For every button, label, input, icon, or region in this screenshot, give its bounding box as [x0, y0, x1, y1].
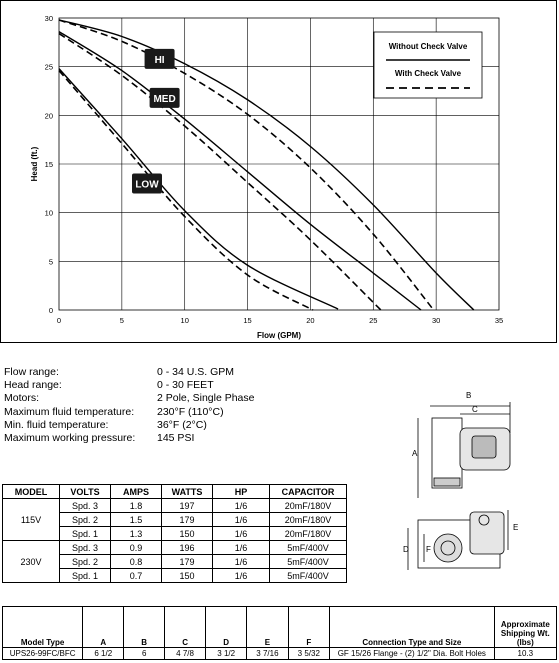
elec-header-cell: WATTS	[162, 485, 213, 499]
spec-row	[4, 366, 254, 379]
spec-value: 0 - 30 FEET	[157, 379, 214, 392]
elec-header-cell: HP	[213, 485, 270, 499]
elec-cell: Spd. 1	[60, 569, 111, 583]
elec-cell: 5mF/400V	[270, 569, 347, 583]
dims-header-cell: C	[165, 607, 206, 648]
dims-cell: 3 7/16	[247, 648, 288, 660]
spec-row	[4, 419, 254, 432]
spec-value: 145 PSI	[157, 432, 195, 445]
elec-cell: Spd. 2	[60, 555, 111, 569]
dims-header-cell: Connection Type and Size	[329, 607, 494, 648]
dims-cell: 6	[124, 648, 165, 660]
dims-header-cell: Approximate Shipping Wt. (lbs)	[494, 607, 556, 648]
x-tick-label: 15	[243, 316, 252, 325]
elec-cell: Spd. 3	[60, 541, 111, 555]
x-tick-label: 35	[494, 316, 504, 325]
spec-value: 2 Pole, Single Phase	[157, 392, 255, 405]
elec-cell: 1/6	[213, 541, 270, 555]
speed-label-med: MED	[153, 93, 176, 105]
elec-cell: 0.7	[111, 569, 162, 583]
x-tick-label: 10	[180, 316, 189, 325]
y-tick-label: 0	[48, 306, 53, 315]
y-tick-label: 25	[44, 62, 53, 72]
x-tick-label: 5	[119, 316, 124, 325]
spec-value: 0 - 34 U.S. GPM	[157, 366, 235, 378]
label-c: C	[472, 405, 478, 414]
elec-cell: 179	[162, 513, 213, 527]
pump-drawing-svg	[400, 388, 558, 588]
elec-volts-group: 230V	[3, 541, 60, 583]
dims-header-cell: E	[247, 607, 288, 648]
spec-row	[4, 392, 254, 405]
dims-header-cell: A	[83, 607, 124, 648]
dims-cell: 3 5/32	[288, 648, 329, 660]
series-low-dashed	[59, 71, 313, 310]
elec-header-cell: AMPS	[111, 485, 162, 499]
dims-header-cell: F	[288, 607, 329, 648]
y-tick-label: 30	[44, 14, 53, 23]
elec-cell: 5mF/400V	[270, 541, 347, 555]
spec-value: 230°F (110°C)	[157, 405, 224, 418]
spec-row	[4, 406, 254, 419]
elec-cell: 1/6	[213, 555, 270, 569]
spec-row	[4, 432, 254, 445]
elec-row	[3, 499, 347, 513]
pump-body-side	[432, 418, 462, 488]
x-tick-label: 20	[306, 316, 315, 325]
x-axis-label: Flow (GPM)	[257, 331, 301, 340]
dims-header-cell: B	[124, 607, 165, 648]
elec-cell: 197	[162, 499, 213, 513]
x-tick-label: 0	[56, 316, 62, 325]
dims-cell: 3 1/2	[206, 648, 247, 660]
elec-cell: Spd. 2	[60, 513, 111, 527]
elec-cell: 1/6	[213, 527, 270, 541]
elec-cell: 150	[162, 527, 213, 541]
spec-label: Min. fluid temperature:	[4, 418, 109, 431]
elec-row	[3, 541, 347, 555]
elec-cell: Spd. 3	[60, 499, 111, 513]
elec-cell: 1.3	[111, 527, 162, 541]
elec-cell: 179	[162, 555, 213, 569]
dims-cell: UPS26-99FC/BFC	[3, 648, 83, 660]
elec-cell: 20mF/180V	[270, 513, 347, 527]
legend-label-without: Without Check Valve	[388, 42, 468, 51]
y-tick-label: 20	[44, 111, 53, 121]
y-axis-label: Head (ft.)	[30, 146, 39, 182]
elec-header-cell: CAPACITOR	[270, 485, 347, 499]
x-tick-label: 30	[431, 316, 441, 325]
label-f: F	[426, 545, 431, 554]
x-tick-label: 25	[369, 316, 378, 325]
pump-inlet	[434, 534, 462, 562]
dims-cell: GF 15/26 Flange - (2) 1/2" Dia. Bolt Holes	[329, 648, 494, 660]
elec-cell: 1.5	[111, 513, 162, 527]
dims-header-cell: D	[206, 607, 247, 648]
spec-value: 36°F (2°C)	[157, 418, 207, 431]
spec-label: Maximum working pressure:	[4, 432, 136, 445]
elec-cell: 0.8	[111, 555, 162, 569]
elec-cell: 196	[162, 541, 213, 555]
y-tick-label: 10	[44, 208, 53, 218]
elec-cell: 1/6	[213, 513, 270, 527]
series-med-dashed	[59, 34, 381, 310]
legend-label-with: With Check Valve	[394, 69, 462, 78]
spec-label: Motors:	[4, 392, 40, 405]
elec-cell: 20mF/180V	[270, 527, 347, 541]
dims-cell: 6 1/2	[83, 648, 124, 660]
y-tick-label: 5	[48, 257, 53, 267]
electrical-table	[2, 484, 347, 583]
spec-row	[4, 379, 254, 392]
elec-cell: Spd. 1	[60, 527, 111, 541]
elec-cell: 20mF/180V	[270, 499, 347, 513]
elec-cell: 1/6	[213, 569, 270, 583]
elec-header-cell: MODEL	[3, 485, 60, 499]
dimensions-table	[2, 606, 557, 660]
pump-dimension-drawing	[400, 388, 558, 588]
dims-header-cell: Model Type	[3, 607, 83, 648]
spec-label: Flow range:	[4, 366, 59, 378]
elec-cell: 150	[162, 569, 213, 583]
label-d: D	[403, 545, 409, 554]
elec-cell: 1/6	[213, 499, 270, 513]
elec-cell: 1.8	[111, 499, 162, 513]
spec-label: Head range:	[4, 379, 62, 392]
y-tick-label: 15	[44, 160, 53, 169]
dims-cell: 4 7/8	[165, 648, 206, 660]
speed-label-hi: HI	[154, 54, 165, 66]
elec-cell: 5mF/400V	[270, 555, 347, 569]
elec-volts-group: 115V	[3, 499, 60, 541]
speed-label-low: LOW	[135, 179, 159, 191]
specs-list	[4, 366, 254, 445]
label-a: A	[412, 449, 418, 458]
elec-header-cell: VOLTS	[60, 485, 111, 499]
dims-row	[3, 648, 557, 660]
label-b: B	[466, 391, 472, 400]
spec-label: Maximum fluid temperature:	[4, 405, 135, 418]
chart-svg	[1, 1, 556, 342]
elec-cell: 0.9	[111, 541, 162, 555]
label-e: E	[513, 523, 519, 532]
series-low-solid	[59, 69, 338, 309]
dims-cell: 10.3	[494, 648, 556, 660]
